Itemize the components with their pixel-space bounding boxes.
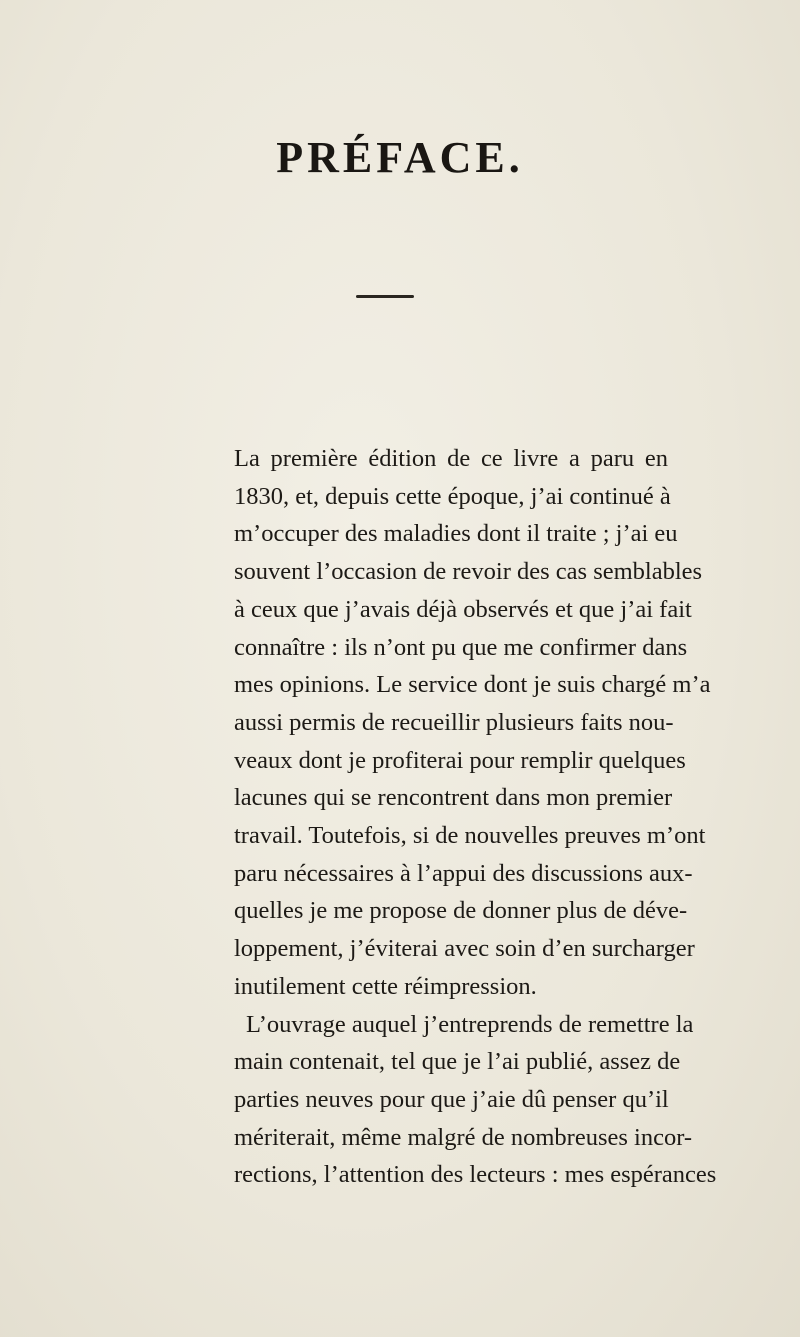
text-line: inutilement cette réimpression.: [234, 972, 537, 1000]
text-line: La première édition de ce livre a paru en: [234, 445, 668, 472]
text-line: mes opinions. Le service dont je suis chargé m’a: [234, 671, 711, 699]
page-title: PRÉFACE.: [276, 133, 524, 182]
text-line: aussi permis de recueillir plusieurs faits nou-: [234, 708, 674, 736]
text-line: m’occuper des maladies dont il traite ; j’ai eu: [234, 520, 678, 548]
text-line: souvent l’occasion de revoir des cas semblables: [234, 558, 703, 586]
text-line: loppement, j’éviterai avec soin d’en surcharger: [234, 935, 695, 963]
text-line: travail. Toutefois, si de nouvelles preuves m’ont: [234, 822, 706, 850]
text-line: 1830, et, depuis cette époque, j’ai continué à: [234, 482, 671, 510]
text-line: mériterait, même malgré de nombreuses incor-: [234, 1123, 693, 1151]
text-line: veaux dont je profiterai pour remplir quelques: [234, 746, 686, 774]
text-line: rections, l’attention des lecteurs : mes espérances: [234, 1161, 717, 1189]
text-line: lacunes qui se rencontrent dans mon premier: [234, 784, 673, 812]
text-line: L’ouvrage auquel j’entreprends de remettre la: [246, 1010, 694, 1038]
preface-body: [234, 440, 717, 1194]
text-line: main contenait, tel que je l’ai publié, assez de: [234, 1048, 681, 1076]
title-divider: [356, 295, 414, 298]
text-line: à ceux que j’avais déjà observés et que j’ai fait: [234, 595, 692, 623]
text-line: quelles je me propose de donner plus de déve-: [234, 897, 688, 925]
text-line: parties neuves pour que j’aie dû penser qu’il: [234, 1085, 669, 1113]
text-line: paru nécessaires à l’appui des discussions aux-: [234, 859, 693, 887]
text-line: connaître : ils n’ont pu que me confirmer dans: [234, 633, 688, 661]
